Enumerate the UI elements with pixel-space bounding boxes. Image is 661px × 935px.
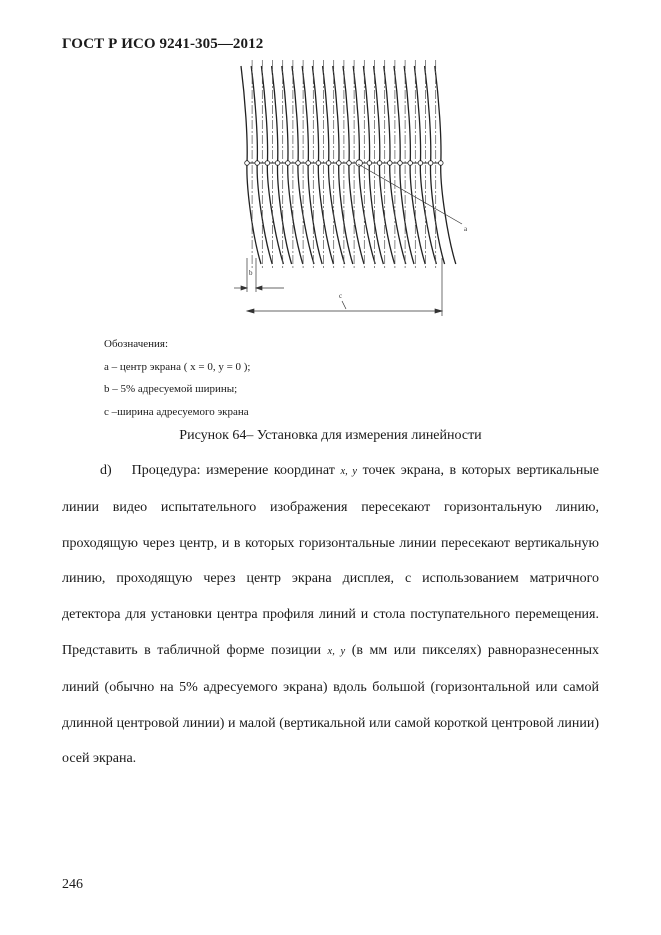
intersection-marker [408,161,413,166]
intersection-marker [275,161,280,166]
legend-item-c: c –ширина адресуемого экрана [104,405,249,418]
intersection-marker [265,161,270,166]
intersection-marker [255,161,260,166]
para-part2: (в мм или пикселях) равноразнесенных линий (обычно на 5% адресуемого экрана) вдоль большой (горизонтальной или самой длинной центровой линии) и малой (вертикальной или самой короткой центровой линии) осей экрана. [62,642,599,767]
dimension-b [234,286,284,290]
legend-title: Обозначения: [104,338,169,350]
figure-caption: Рисунок 64– Установка для измерения линейности [179,428,482,443]
legend-item-a: a – центр экрана ( x = 0, y = 0 ); [104,360,251,373]
para-lead: Процедура: измерение координат [131,463,335,478]
intersection-marker [377,161,382,166]
linearity-figure [226,58,486,320]
label-a: a [464,225,468,233]
legend-item-b: b – 5% адресуемой ширины; [104,383,238,395]
para-part1: точек экрана, в которых вертикальные линии видео испытательного изображения пересекают горизонтальную линию, проходящую через центр, и в которых горизонтальные линии пересекают вертикальную линию, проходящую через центр экрана дисплея, с использованием матричного детектора для установки центра профиля линий и стола поступательного перемещения. Представить в табличной форме позиции [62,463,600,658]
para-label: d) [100,463,112,478]
intersection-marker [439,161,444,166]
intersection-marker [337,161,342,166]
intersection-marker [316,161,321,166]
figure-legend [104,333,251,423]
intersection-marker [296,161,301,166]
intersection-marker [428,161,433,166]
page-number: 246 [62,877,83,892]
intersection-marker [367,161,372,166]
label-c: c [339,292,343,300]
intersection-marker [286,161,291,166]
intersection-marker [326,161,331,166]
linearity-diagram [226,58,486,320]
intersection-marker [306,161,311,166]
intersection-marker [418,161,423,166]
intersection-marker [398,161,403,166]
intersection-marker [245,161,250,166]
intersection-marker [356,160,362,166]
dimension-c [247,301,442,313]
intersection-marker [347,161,352,166]
document-header: ГОСТ Р ИСО 9241-305—2012 [62,36,264,52]
procedure-paragraph [62,453,599,777]
intersection-marker [388,161,393,166]
coords-xy-1: x, y [340,466,358,477]
coords-xy-2: x, y [327,645,346,657]
label-b: b [249,269,253,277]
body-text [62,453,599,777]
